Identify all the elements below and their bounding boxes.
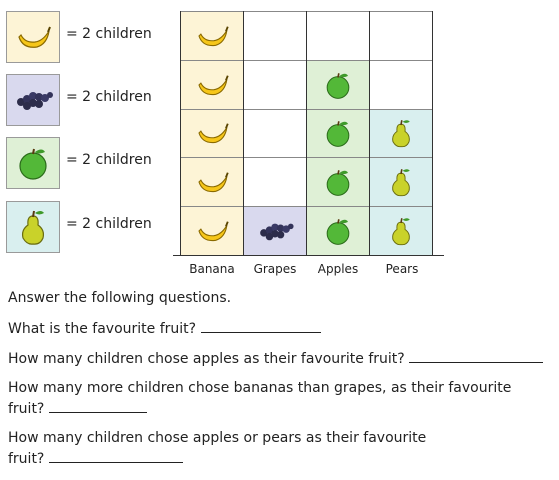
grid-baseline — [173, 255, 444, 256]
question-2-text: How many children chose apples as their favourite fruit? — [8, 351, 405, 367]
column-grapes — [243, 11, 307, 256]
pictogram-empty-cell — [370, 60, 432, 109]
column-banana — [180, 11, 244, 256]
pictogram-symbol-pears — [370, 109, 432, 158]
answer-3-blank[interactable] — [49, 398, 147, 413]
key-pears-box — [6, 201, 60, 253]
grapes-icon — [255, 218, 295, 244]
question-4-line-1: How many children chose apples or pears as their favourite — [8, 430, 427, 446]
question-2 — [8, 348, 543, 369]
banana-icon — [195, 72, 229, 98]
banana-icon — [195, 23, 229, 49]
pictogram-symbol-apples — [307, 157, 369, 206]
pictogram-empty-cell — [307, 11, 369, 60]
questions-intro: Answer the following questions. — [8, 290, 232, 306]
column-pears — [369, 11, 433, 256]
banana-icon — [15, 23, 51, 51]
answer-4-blank[interactable] — [49, 448, 183, 463]
question-3-line-1: How many more children chose bananas than grapes, as their favourite — [8, 380, 512, 396]
pictogram-symbol-banana — [181, 206, 243, 255]
pear-icon — [389, 215, 413, 247]
question-4-line-2-text: fruit? — [8, 451, 45, 467]
key-apples-box — [6, 137, 60, 189]
x-label-pears: Pears — [385, 262, 419, 276]
answer-2-blank[interactable] — [409, 348, 543, 363]
pictogram-empty-cell — [244, 157, 306, 206]
answer-1-blank[interactable] — [201, 318, 321, 333]
key-apples-label: = 2 children — [66, 152, 152, 168]
question-4 — [8, 428, 426, 469]
question-3 — [8, 378, 511, 419]
question-4-line-2 — [8, 448, 426, 469]
pear-icon — [389, 117, 413, 149]
pictogram-symbol-apples — [307, 206, 369, 255]
key-pears-label: = 2 children — [66, 216, 152, 232]
key-grapes-label: = 2 children — [66, 89, 152, 105]
question-3-line-2-text: fruit? — [8, 401, 45, 417]
apple-icon — [323, 70, 353, 100]
grapes-icon — [12, 86, 54, 114]
apple-icon — [15, 145, 51, 181]
banana-icon — [195, 218, 229, 244]
x-label-grapes: Grapes — [253, 262, 297, 276]
pictogram-symbol-pears — [370, 206, 432, 255]
x-label-apples: Apples — [317, 262, 359, 276]
pictogram-empty-cell — [244, 11, 306, 60]
pictogram-symbol-banana — [181, 11, 243, 60]
pictogram-empty-cell — [244, 60, 306, 109]
pictogram-symbol-banana — [181, 60, 243, 109]
pear-icon — [18, 208, 48, 246]
pictogram-empty-cell — [370, 11, 432, 60]
pear-icon — [389, 166, 413, 198]
banana-icon — [195, 120, 229, 146]
key-banana-box — [6, 11, 60, 63]
pictogram-symbol-pears — [370, 157, 432, 206]
apple-icon — [323, 167, 353, 197]
question-1-text: What is the favourite fruit? — [8, 321, 197, 337]
banana-icon — [195, 169, 229, 195]
x-label-banana: Banana — [189, 262, 235, 276]
key-grapes-box — [6, 74, 60, 126]
apple-icon — [323, 118, 353, 148]
pictogram-empty-cell — [244, 109, 306, 158]
pictogram-symbol-apples — [307, 60, 369, 109]
pictogram-symbol-banana — [181, 157, 243, 206]
pictogram-symbol-banana — [181, 109, 243, 158]
question-3-line-2 — [8, 398, 511, 419]
pictogram-grid — [173, 11, 444, 256]
question-1 — [8, 318, 321, 339]
pictogram-symbol-apples — [307, 109, 369, 158]
column-apples — [306, 11, 370, 256]
apple-icon — [323, 216, 353, 246]
key-banana-label: = 2 children — [66, 26, 152, 42]
pictogram-symbol-grapes — [244, 206, 306, 255]
